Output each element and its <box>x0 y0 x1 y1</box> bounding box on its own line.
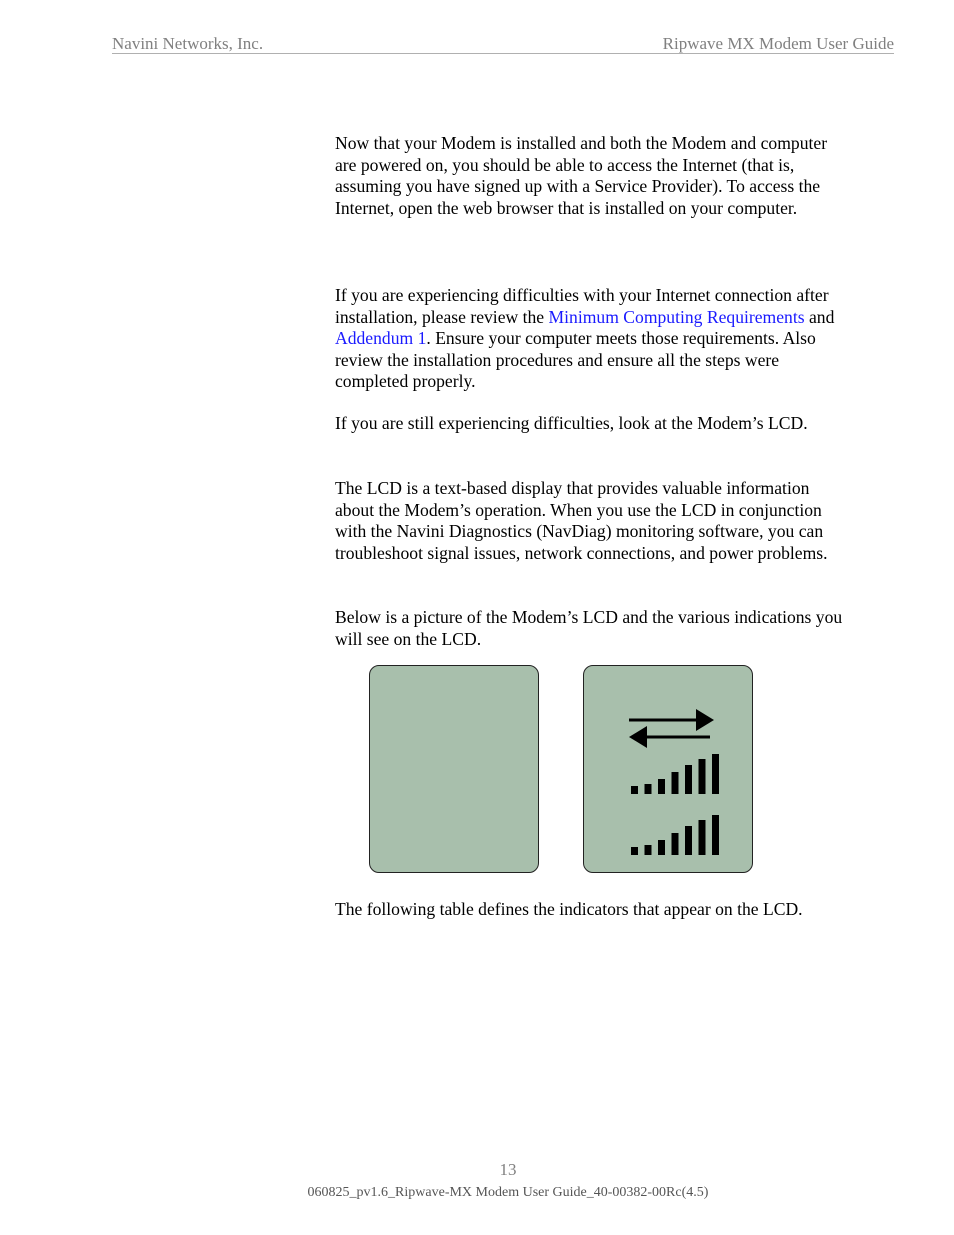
signal-bar <box>658 779 665 794</box>
paragraph-lcd-picture: Below is a picture of the Modem’s LCD and the various indications you will see on the LCD. <box>335 607 843 649</box>
signal-bar <box>672 772 679 794</box>
page-number: 13 <box>499 1160 517 1179</box>
lcd-panel-right <box>583 665 753 873</box>
signal-bar <box>699 820 706 855</box>
signal-strength-icon <box>631 754 719 794</box>
paragraph-look-at-lcd: If you are still experiencing difficulties, look at the Modem’s LCD. <box>335 413 808 433</box>
paragraph-access-internet: Now that your Modem is installed and both the Modem and computer are powered on, you should be able to access the Internet (that is, assuming you have signed up with a Service Provider). To access the Internet, open the web browser that is installed on your computer. <box>335 133 828 218</box>
header-guide-title: Ripwave MX Modem User Guide <box>662 34 894 53</box>
document-id: 060825_pv1.6_Ripwave-MX Modem User Guide_40-00382-00Rc(4.5) <box>307 1185 709 1200</box>
signal-bar <box>645 784 652 794</box>
signal-bar <box>712 754 719 794</box>
signal-bar <box>658 840 665 855</box>
link-addendum-1[interactable]: Addendum 1 <box>335 328 427 349</box>
signal-bar <box>645 845 652 855</box>
signal-bar <box>685 826 692 855</box>
signal-bar <box>631 786 638 794</box>
header-company: Navini Networks, Inc. <box>112 34 264 53</box>
signal-bar <box>712 815 719 855</box>
paragraph-text: . Ensure your computer meets those requirements. Also review the installation procedures and ensure all the steps were completed properly. <box>335 328 816 392</box>
paragraph-table-intro: The following table defines the indicators that appear on the LCD. <box>335 899 803 919</box>
lcd-panel-left <box>369 665 539 873</box>
paragraph-text: If you are experiencing difficulties with your Internet connection after installation, please review the <box>335 285 829 327</box>
paragraph-text: and <box>804 306 835 327</box>
paragraph-difficulties <box>335 285 850 393</box>
signal-bar <box>631 847 638 855</box>
link-minimum-computing-requirements[interactable]: Minimum Computing Requirements <box>548 306 805 327</box>
lcd-icons <box>584 666 754 874</box>
header-rule <box>112 53 894 54</box>
signal-bar <box>672 833 679 855</box>
traffic-arrows-icon <box>629 709 714 748</box>
signal-strength-icon <box>631 815 719 855</box>
signal-bar <box>685 765 692 794</box>
paragraph-lcd-description: The LCD is a text-based display that provides valuable information about the Modem’s operation. When you use the LCD in conjunction with the Navini Diagnostics (NavDiag) monitoring software, you can troubleshoot signal issues, network connections, and power problems. <box>335 478 828 563</box>
signal-bar <box>699 759 706 794</box>
